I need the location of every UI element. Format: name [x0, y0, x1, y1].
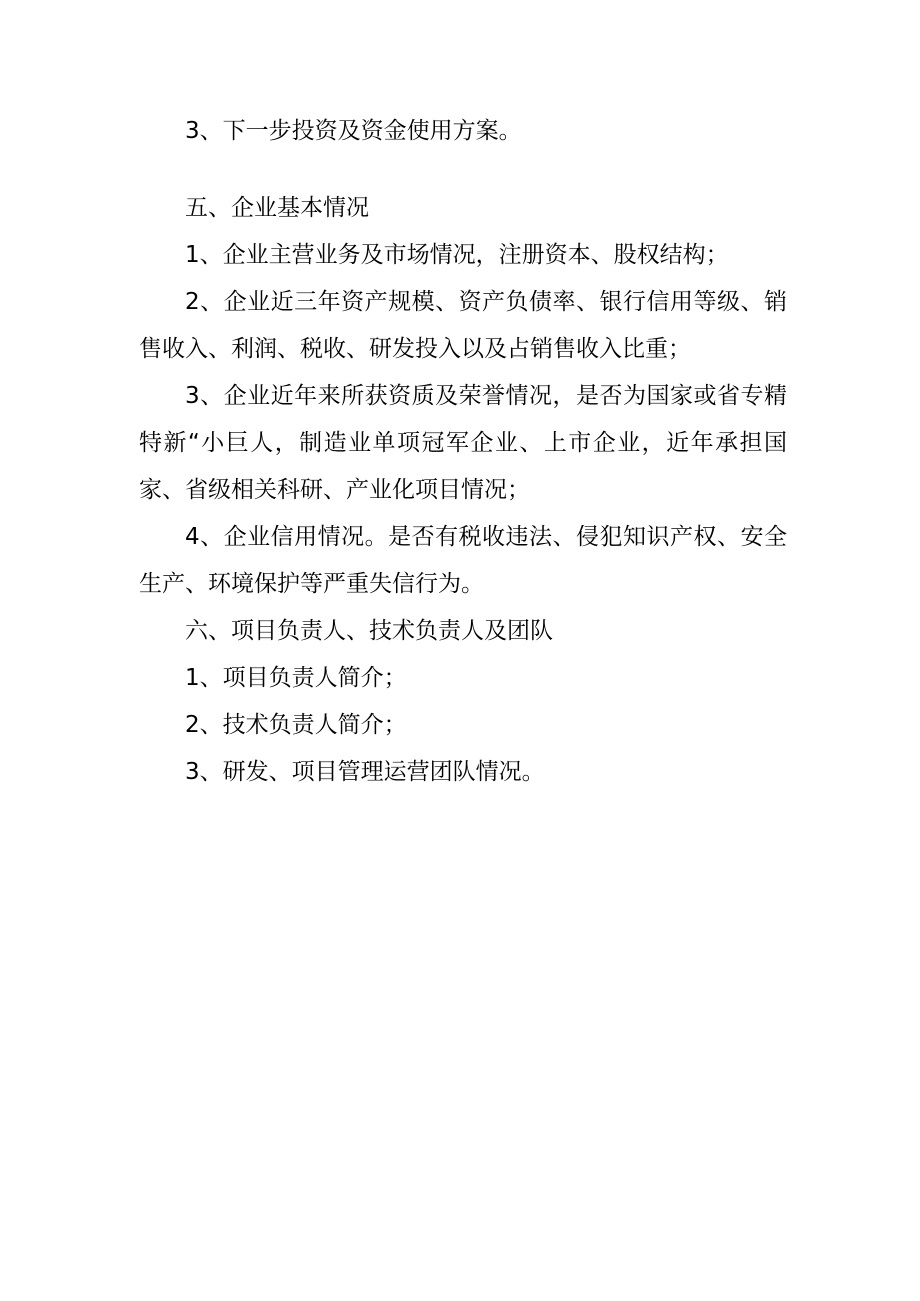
section-heading-team: 六、项目负责人、技术负责人及团队 — [185, 618, 553, 644]
paragraph-qualifications-honors: 3、企业近年来所获资质及荣誉情况，是否为国家或省专精特新“小巨人，制造业单项冠军企业、上市企业，近年承担国家、省级相关科研、产业化项目情况； — [139, 383, 787, 503]
paragraph-technical-lead: 2、技术负责人简介； — [185, 712, 407, 738]
paragraph-credit-status: 4、企业信用情况。是否有税收违法、侵犯知识产权、安全生产、环境保护等严重失信行为。 — [139, 524, 787, 597]
paragraph-investment-plan: 3、下一步投资及资金使用方案。 — [185, 118, 522, 144]
paragraph-assets-revenue: 2、企业近三年资产规模、资产负债率、银行信用等级、销售收入、利润、税收、研发投入以及占销售收入比重； — [139, 289, 787, 362]
paragraph-project-lead: 1、项目负责人简介； — [185, 665, 407, 691]
paragraph-team-status: 3、研发、项目管理运营团队情况。 — [185, 759, 545, 785]
paragraph-main-business: 1、企业主营业务及市场情况，注册资本、股权结构； — [185, 242, 729, 268]
section-heading-company-info: 五、企业基本情况 — [185, 195, 369, 221]
document-body — [139, 108, 787, 796]
